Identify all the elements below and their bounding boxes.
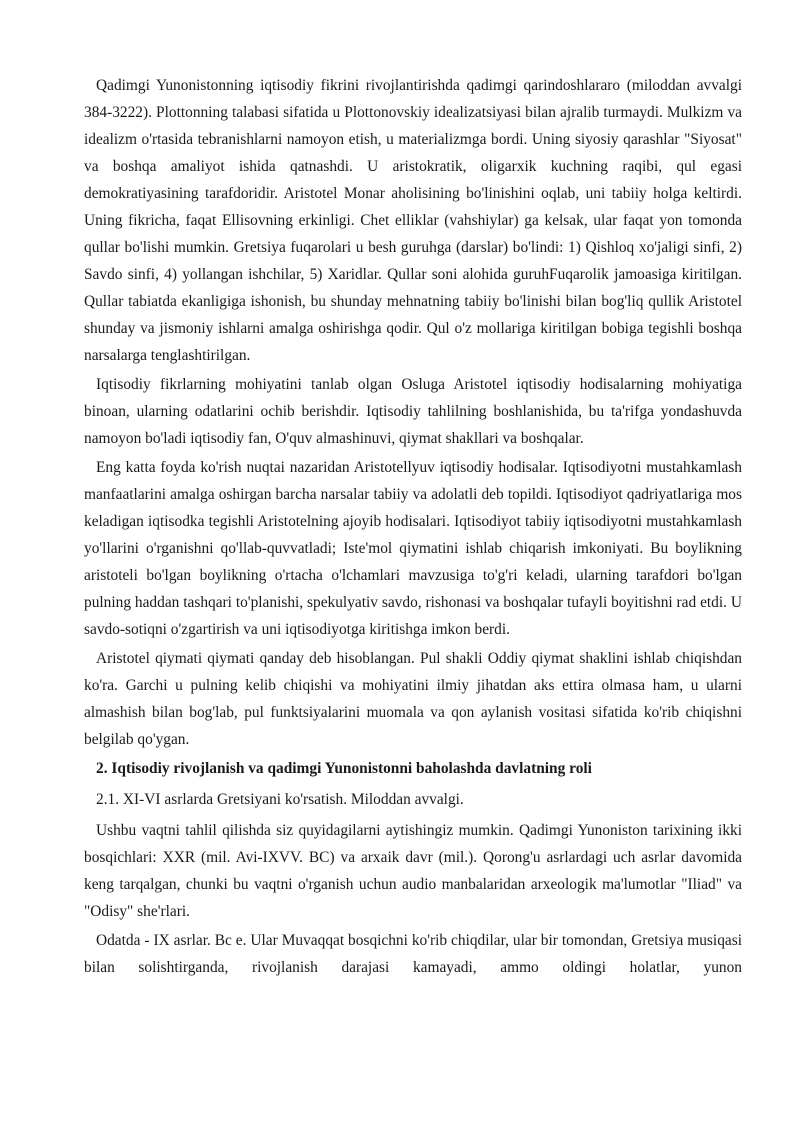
document-page (84, 72, 742, 983)
paragraph-natural-economy: Eng katta foyda ko'rish nuqtai nazaridan Aristotellyuv iqtisodiy hodisalar. Iqtisodiyotni mustahkamlash manfaatlarini amalga oshirgan barcha narsalar tabiiy va adolatli deb topildi. Iqtisodiyot qadriyatlariga mos keladigan iqtisodka tegishli Aristotelning ajoyib hodisalari. Iqtisodiyot tabiiy iqtisodiyotni mustahkamlash yo'llarini o'rganishni qo'llab-quvvatladi; Iste'mol qiymatini ishlab chiqarish imkoniyati. Bu boylikning aristoteli bo'lgan boylikning o'rtacha o'lchamlari mavzusiga to'g'ri keladi, ularning tarafdori bo'lgan pulning haddan tashqari to'planishi, spekulyativ savdo, rishonasi va boshqalar tufayli boyitishni rad etdi. U savdo-sotiqni o'zgartirish va uni iqtisodiyotga kiritishga imkon berdi. (84, 459, 742, 638)
paragraph-economic-thought: Iqtisodiy fikrlarning mohiyatini tanlab olgan Osluga Aristotel iqtisodiy hodisalarning mohiyatiga binoan, ularning odatlarini ochib berishdir. Iqtisodiy tahlilning boshlanishida, bu ta'rifga yondashuvda namoyon bo'ladi iqtisodiy fan, O'quv almashinuvi, qiymat shakllari va boshqalar. (84, 376, 742, 447)
paragraph-periods: Ushbu vaqtni tahlil qilishda siz quyidagilarni aytishingiz mumkin. Qadimgi Yunoniston tarixining ikki bosqichlari: XXR (mil. Avi-IXVV. BC) va arxaik davr (mil.). Qorong'u asrlardagi uch asrlar davomida keng tarqalgan, chunki bu vaqtni o'rganish uchun audio manbalaridan arxeologik ma'lumotlar "Iliad" va "Odisy" she'rlari. (84, 822, 742, 920)
paragraph-aristotle-intro: Qadimgi Yunonistonning iqtisodiy fikrini rivojlantirishda qadimgi qarindoshlararo (miloddan avvalgi 384-3222). Plottonning talabasi sifatida u Plottonovskiy idealizatsiyasi bilan ajralib turmaydi. Mulkizm va idealizm o'rtasida tebranishlarni namoyon etish, u materializmga bordi. Uning siyosiy qarashlar "Siyosat" va boshqa amaliyot ishida qatnashdi. U aristokratik, oligarxik kuchning raqibi, qul egasi demokratiyasining tarafdoridir. Aristotel Monar aholisining bo'linishini oqlab, uni tabiiy holga keltirdi. Uning fikricha, faqat Ellisovning erkinligi. Chet elliklar (vahshiylar) ga kelsak, ular faqat yon tomonda qullar bo'lishi mumkin. Gretsiya fuqarolari u besh guruhga (darslar) bo'lindi: 1) Qishloq xo'jaligi sinfi, 2) Savdo sinfi, 4) yollangan ishchilar, 5) Xaridlar. Qullar soni alohida guruhFuqarolik jamoasiga kiritilgan. Qullar tabiatda ekanligiga ishonish, bu shunday mehnatning tabiiy bo'linishi bilan bog'liq qullik Aristotel shunday va jismoniy ishlarni amalga oshirishga qodir. Qul o'z mollariga kiritilgan bobiga tegishli boshqa narsalarga tenglashtirilgan. (84, 77, 742, 364)
paragraph-value-money: Aristotel qiymati qiymati qanday deb hisoblangan. Pul shakli Oddiy qiymat shaklini ishlab chiqishdan ko'ra. Garchi u pulning kelib chiqishi va mohiyatini ilmiy jihatdan aks ettira olmasa ham, u ularni almashish bilan bog'lab, pul funktsiyalarini muomala va qon aylanish vositasi sifatida ko'rib chiqishni belgilab qo'ygan. (84, 650, 742, 748)
section-heading: 2. Iqtisodiy rivojlanish va qadimgi Yunonistonni baholashda davlatning roli (96, 760, 592, 777)
subsection-heading: 2.1. XI-VI asrlarda Gretsiyani ko'rsatish. Miloddan avvalgi. (96, 791, 464, 808)
paragraph-transition: Odatda - IX asrlar. Bc e. Ular Muvaqqat bosqichni ko'rib chiqdilar, ular bir tomondan, Gretsiya musiqasi bilan solishtirganda, rivojlanish darajasi kamayadi, ammo oldingi holatlar, yunon (84, 932, 742, 976)
